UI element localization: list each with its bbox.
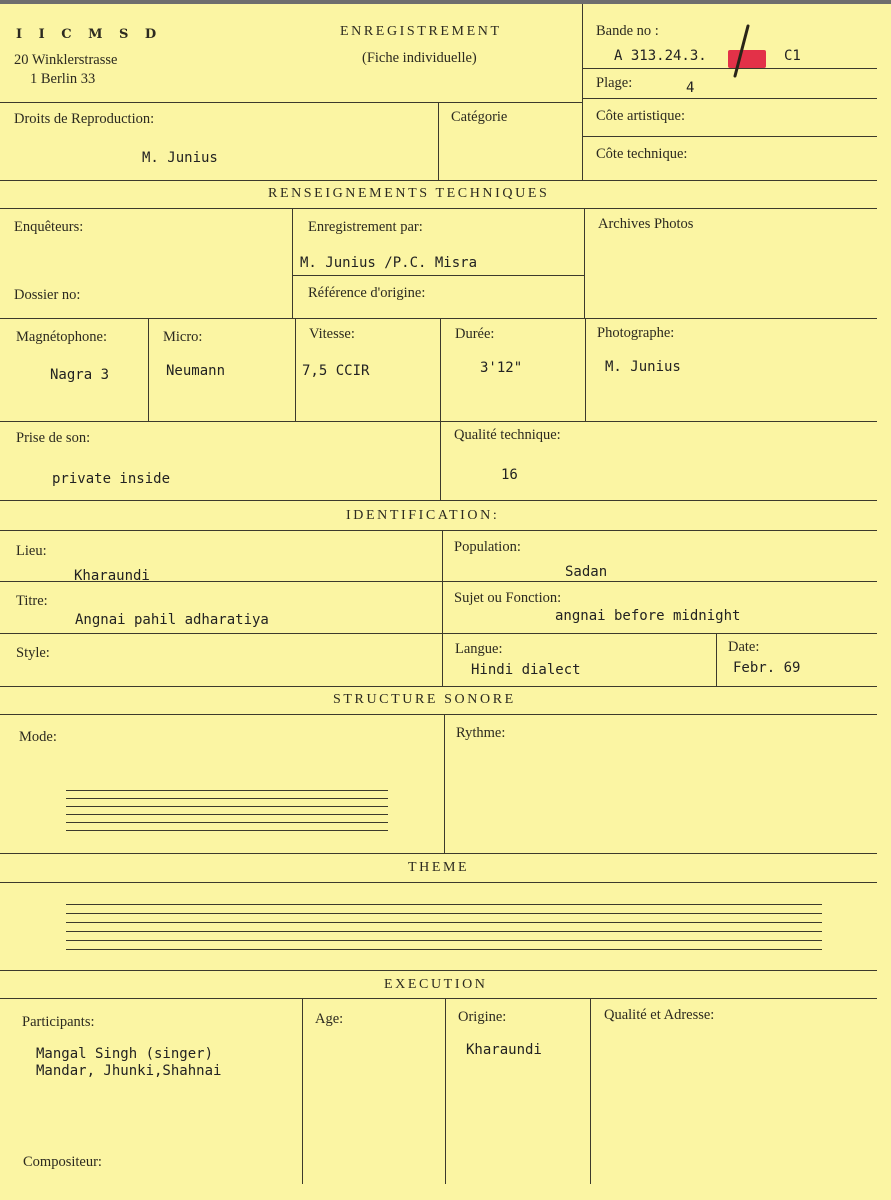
sujet-label: Sujet ou Fonction: [454, 590, 562, 606]
photographe-value: M. Junius [605, 359, 681, 375]
participants-label: Participants: [22, 1014, 95, 1030]
categorie-label: Catégorie [451, 109, 508, 125]
bande-label: Bande no : [596, 23, 659, 39]
origine-label: Origine: [458, 1009, 507, 1025]
plage-label: Plage: [596, 75, 633, 91]
style-label: Style: [16, 645, 50, 661]
qualite-technique-label: Qualité technique: [454, 427, 561, 443]
qualite-technique-value: 16 [501, 467, 518, 483]
dossier-label: Dossier no: [14, 287, 81, 303]
enregistrement-par-value: M. Junius /P.C. Misra [300, 255, 478, 271]
address-line-2: 1 Berlin 33 [30, 71, 96, 87]
langue-label: Langue: [455, 641, 503, 657]
age-label: Age: [315, 1011, 344, 1027]
enregistrement-par-label: Enregistrement par: [308, 219, 423, 235]
prise-de-son-label: Prise de son: [16, 430, 91, 446]
enqueteurs-label: Enquêteurs: [14, 219, 84, 235]
prise-de-son-value: private inside [52, 471, 171, 487]
form-subtitle: (Fiche individuelle) [362, 50, 477, 66]
address-line-1: 20 Winklerstrasse [14, 52, 118, 68]
recording-card [0, 4, 891, 1200]
micro-value: Neumann [166, 363, 226, 379]
droits-label: Droits de Reproduction: [14, 111, 155, 127]
langue-value: Hindi dialect [471, 662, 581, 678]
section-title-technical: RENSEIGNEMENTS TECHNIQUES [268, 186, 550, 201]
institute-logo: I I C M S D [16, 27, 163, 42]
origine-value: Kharaundi [466, 1042, 542, 1058]
cote-artistique-label: Côte artistique: [596, 108, 685, 124]
rythme-label: Rythme: [456, 725, 506, 741]
section-title-structure: STRUCTURE SONORE [333, 692, 516, 707]
duree-label: Durée: [455, 326, 495, 342]
population-value: Sadan [565, 564, 608, 580]
lieu-value: Kharaundi [74, 568, 150, 584]
archives-label: Archives Photos [598, 216, 694, 232]
qualite-adresse-label: Qualité et Adresse: [604, 1007, 715, 1023]
participants-line-1: Mangal Singh (singer) [36, 1046, 214, 1062]
lieu-label: Lieu: [16, 543, 47, 559]
section-title-execution: EXECUTION [384, 977, 488, 992]
handwritten-slash-mark [726, 24, 756, 80]
section-title-identification: IDENTIFICATION: [346, 508, 500, 523]
duree-value: 3'12" [480, 360, 523, 376]
section-title-theme: THEME [408, 860, 470, 875]
droits-value: M. Junius [142, 150, 218, 166]
bande-value-start: A 313.24.3. [614, 48, 707, 64]
compositeur-label: Compositeur: [23, 1154, 102, 1170]
titre-label: Titre: [16, 593, 48, 609]
vitesse-value: 7,5 CCIR [302, 363, 370, 379]
date-label: Date: [728, 639, 760, 655]
cote-technique-label: Côte technique: [596, 146, 688, 162]
titre-value: Angnai pahil adharatiya [75, 612, 269, 628]
date-value: Febr. 69 [733, 660, 801, 676]
mode-label: Mode: [19, 729, 57, 745]
micro-label: Micro: [163, 329, 203, 345]
magnetophone-value: Nagra 3 [50, 367, 110, 383]
participants-line-2: Mandar, Jhunki,Shahnai [36, 1063, 222, 1079]
plage-value: 4 [686, 80, 695, 96]
vitesse-label: Vitesse: [309, 326, 355, 342]
population-label: Population: [454, 539, 521, 555]
photographe-label: Photographe: [597, 325, 675, 341]
bande-value-end: C1 [784, 48, 801, 64]
reference-label: Référence d'origine: [308, 285, 426, 301]
form-title: ENREGISTREMENT [340, 24, 502, 39]
sujet-value: angnai before midnight [555, 608, 741, 624]
magnetophone-label: Magnétophone: [16, 329, 108, 345]
